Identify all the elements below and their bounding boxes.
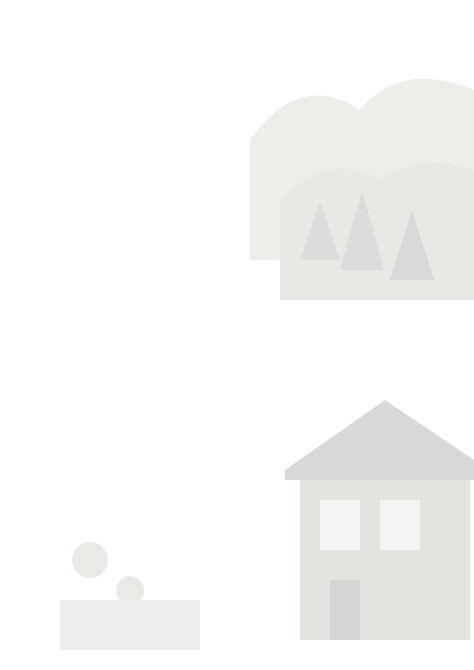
paragraph: [34, 233, 440, 264]
paragraph: [34, 38, 440, 69]
paragraph: [34, 272, 440, 303]
paragraph: [34, 194, 440, 225]
paragraph: [34, 155, 440, 186]
paragraph: [34, 77, 440, 108]
paragraph: [34, 116, 440, 147]
document-body: [34, 38, 440, 638]
paragraph: [34, 311, 440, 342]
